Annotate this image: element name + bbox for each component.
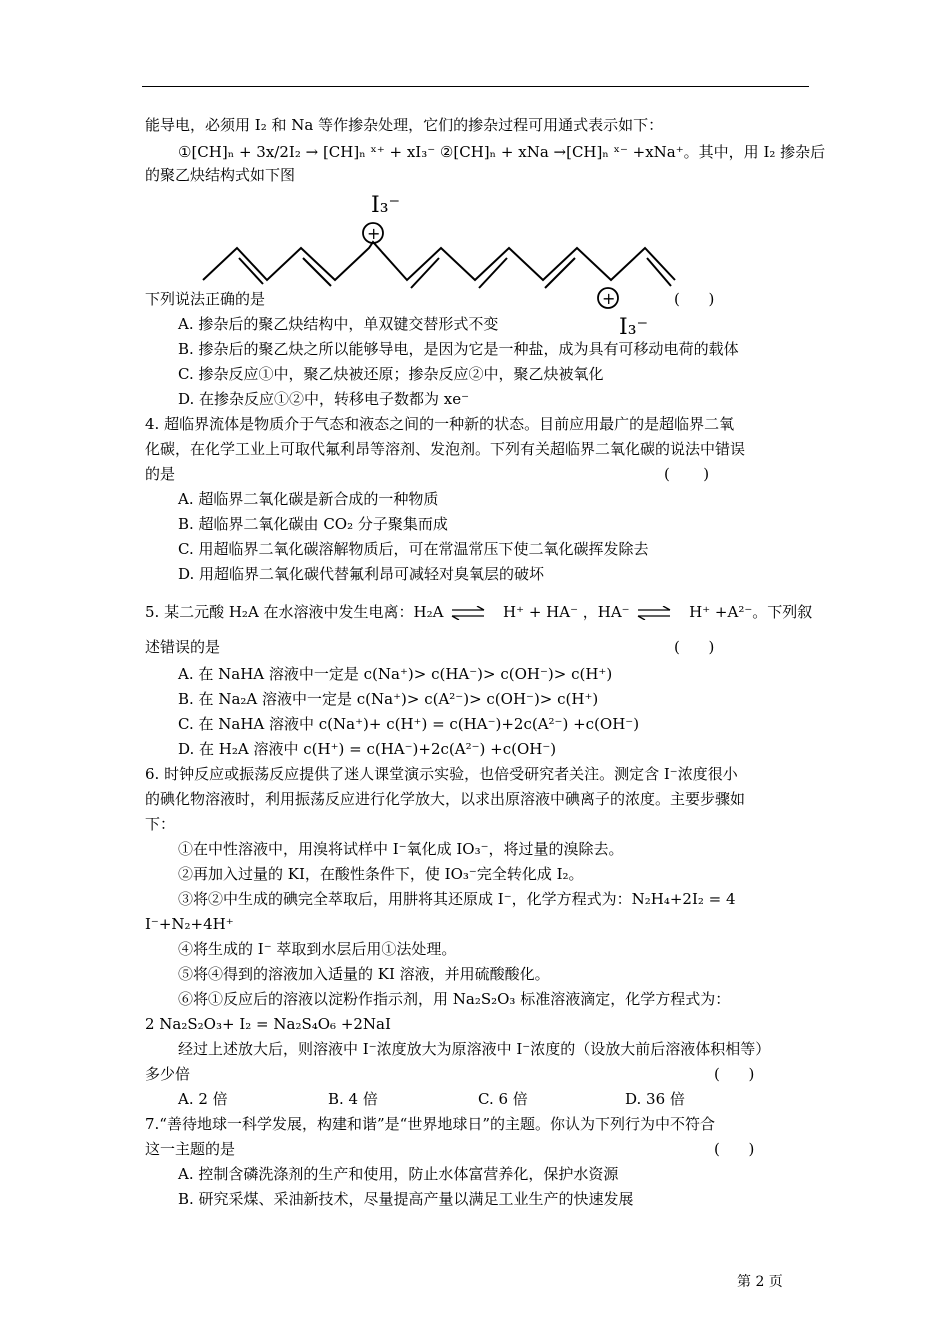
equilibrium-arrow-icon xyxy=(450,606,486,620)
choice-c: C. 6 倍 xyxy=(478,1090,528,1108)
iodide-label-bottom: I₃⁻ xyxy=(619,315,649,338)
choice-d: D. 36 倍 xyxy=(625,1090,685,1108)
question-7: 7.“善待地球一科学发展，构建和谐”是“世界地球日”的主题。你认为下列行为中不符合 xyxy=(145,1115,715,1133)
charge-sign: + xyxy=(602,289,616,308)
step-5: ⑤将④得到的溶液加入适量的 KI 溶液，并用硫酸酸化。 xyxy=(178,965,550,983)
text-line: 多少倍 xyxy=(145,1065,191,1083)
text-line: 这一主题的是 xyxy=(145,1140,236,1158)
option-d: D. 在 H₂A 溶液中 c(H⁺) = c(HA⁻)+2c(A²⁻) +c(OH⁻) xyxy=(178,740,557,758)
option-d: D. 在掺杂反应①②中，转移电子数都为 xe⁻ xyxy=(178,390,470,408)
text-line: ①[CH]ₙ + 3x/2I₂ → [CH]ₙ ˣ⁺ + xI₃⁻ ②[CH]ₙ + xNa →[CH]ₙ ˣ⁻ +xNa⁺。其中，用 I₂ 掺杂后 xyxy=(178,143,826,161)
option-a: A. 控制含磷洗涤剂的生产和使用，防止水体富营养化，保护水资源 xyxy=(178,1165,619,1183)
step-6: ⑥将①反应后的溶液以淀粉作指示剂，用 Na₂S₂O₃ 标准溶液滴定，化学方程式为： xyxy=(178,990,731,1008)
q5-part: H⁺ +A²⁻。下列叙 xyxy=(689,603,813,621)
option-b: B. 超临界二氧化碳由 CO₂ 分子聚集而成 xyxy=(178,515,448,533)
equilibrium-arrow-icon xyxy=(636,606,672,620)
equation: 2 Na₂S₂O₃+ I₂ = Na₂S₄O₆ +2NaI xyxy=(145,1015,391,1033)
question-4: 4. 超临界流体是物质介于气态和液态之间的一种新的状态。目前应用最广的是超临界二氧 xyxy=(145,415,735,433)
text-line: 的是 xyxy=(145,465,176,483)
q5-part: H⁺ + HA⁻ ，HA⁻ xyxy=(503,603,630,621)
option-a: A. 掺杂后的聚乙炔结构中，单双键交替形式不变 xyxy=(178,315,499,333)
option-a: A. 在 NaHA 溶液中一定是 c(Na⁺)> c(HA⁻)> c(OH⁻)> c(H⁺) xyxy=(178,665,613,683)
option-a: A. 超临界二氧化碳是新合成的一种物质 xyxy=(178,490,439,508)
choice-b: B. 4 倍 xyxy=(328,1090,378,1108)
answer-paren: ( ) xyxy=(714,1140,755,1158)
step-1: ①在中性溶液中，用溴将试样中 I⁻氧化成 IO₃⁻，将过量的溴除去。 xyxy=(178,840,624,858)
answer-paren: ( ) xyxy=(674,290,715,308)
question-stem: 下列说法正确的是 xyxy=(145,290,266,308)
page-number: 第 2 页 xyxy=(737,1274,783,1290)
q5-part: 5. 某二元酸 H₂A 在水溶液中发生电离：H₂A xyxy=(145,603,444,621)
text-line: 的聚乙炔结构式如下图 xyxy=(145,166,296,184)
option-c: C. 在 NaHA 溶液中 c(Na⁺)+ c(H⁺) = c(HA⁻)+2c(A²⁻) +c(OH⁻) xyxy=(178,715,640,733)
header-rule xyxy=(142,86,809,87)
text-line: 化碳，在化学工业上可取代氟利昂等溶剂、发泡剂。下列有关超临界二氧化碳的说法中错误 xyxy=(145,440,746,458)
text-line: 下： xyxy=(145,815,176,833)
answer-paren: ( ) xyxy=(714,1065,755,1083)
question-5 xyxy=(145,602,812,622)
answer-paren: ( ) xyxy=(664,465,710,483)
text-line: I⁻+N₂+4H⁺ xyxy=(145,915,234,933)
step-4: ④将生成的 I⁻ 萃取到水层后用①法处理。 xyxy=(178,940,457,958)
answer-paren: ( ) xyxy=(674,638,715,656)
text-line: 述错误的是 xyxy=(145,638,221,656)
iodide-label-top: I₃⁻ xyxy=(371,193,401,218)
charge-sign: + xyxy=(367,224,381,243)
option-b: B. 在 Na₂A 溶液中一定是 c(Na⁺)> c(A²⁻)> c(OH⁻)> c(H⁺) xyxy=(178,690,599,708)
step-2: ②再加入过量的 KI，在酸性条件下，使 IO₃⁻完全转化成 I₂。 xyxy=(178,865,584,883)
option-b: B. 研究采煤、采油新技术，尽量提高产量以满足工业生产的快速发展 xyxy=(178,1190,634,1208)
text-line: 经过上述放大后，则溶液中 I⁻浓度放大为原溶液中 I⁻浓度的（设放大前后溶液体积相等） xyxy=(178,1040,771,1058)
step-3: ③将②中生成的碘完全萃取后，用肼将其还原成 I⁻，化学方程式为：N₂H₄+2I₂ = 4 xyxy=(178,890,736,908)
choice-a: A. 2 倍 xyxy=(178,1090,228,1108)
option-d: D. 用超临界二氧化碳代替氟利昂可减轻对臭氧层的破坏 xyxy=(178,565,545,583)
question-6: 6. 时钟反应或振荡反应提供了迷人课堂演示实验，也倍受研究者关注。测定含 I⁻浓度很小 xyxy=(145,765,738,783)
text-line: 能导电，必须用 I₂ 和 Na 等作掺杂处理，它们的掺杂过程可用通式表示如下： xyxy=(145,116,664,134)
option-c: C. 用超临界二氧化碳溶解物质后，可在常温常压下使二氧化碳挥发除去 xyxy=(178,540,649,558)
option-c: C. 掺杂反应①中，聚乙炔被还原；掺杂反应②中，聚乙炔被氧化 xyxy=(178,365,604,383)
option-b: B. 掺杂后的聚乙炔之所以能够导电，是因为它是一种盐，成为具有可移动电荷的载体 xyxy=(178,340,739,358)
text-line: 的碘化物溶液时，利用振荡反应进行化学放大，以求出原溶液中碘离子的浓度。主要步骤如 xyxy=(145,790,746,808)
